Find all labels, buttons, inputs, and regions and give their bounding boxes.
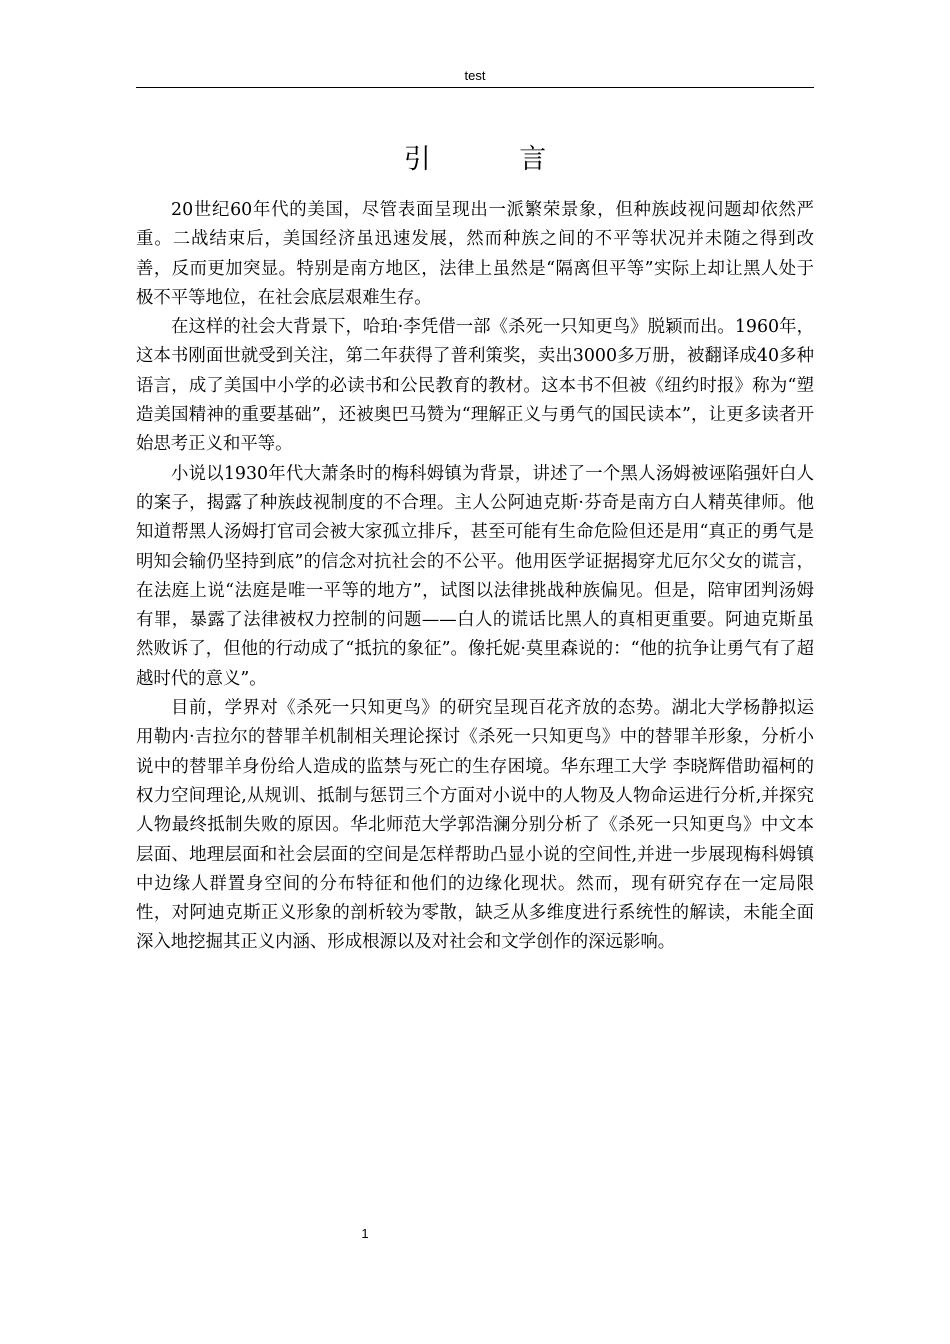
paragraph-1: 20世纪60年代的美国，尽管表面呈现出一派繁荣景象，但种族歧视问题却依然严重。二战结束后，美国经济虽迅速发展，然而种族之间的不平等状况并未随之得到改善，反而更加突显。特别是南方地区，法律上虽然是“隔离但平等”实际上却让黑人处于极不平等地位，在社会底层艰难生存。 [136,200,814,308]
document-title: 引 言 [403,144,587,175]
page-header: test [464,68,486,83]
paragraph-3: 小说以1930年代大萧条时的梅科姆镇为背景，讲述了一个黑人汤姆被诬陷强奸白人的案子，揭露了种族歧视制度的不合理。主人公阿迪克斯·芬奇是南方白人精英律师。他知道帮黑人汤姆打官司会被大家孤立排斥，甚至可能有生命危险但还是用“真正的勇气是明知会输仍坚持到底”的信念对抗社会的不公平。他用医学证据揭穿尤厄尔父女的谎言，在法庭上说“法庭是唯一平等的地方”，试图以法律挑战种族偏见。但是，陪审团判汤姆有罪，暴露了法律被权力控制的问题——白人的谎话比黑人的真相更重要。阿迪克斯虽然败诉了，但他的行动成了“抵抗的象征”。像托妮·莫里森说的：“他的抗争让勇气有了超越时代的意义”。 [136,463,814,689]
paragraph-2: 在这样的社会大背景下，哈珀·李凭借一部《杀死一只知更鸟》脱颖而出。1960年，这本书刚面世就受到关注，第二年获得了普利策奖，卖出3000多万册，被翻译成40多种语言，成了美国中小学的必读书和公民教育的教材。这本书不但被《纽约时报》称为“塑造美国精神的重要基础”，还被奥巴马赞为“理解正义与勇气的国民读本”，让更多读者开始思考正义和平等。 [136,317,814,455]
page-number: 1 [361,1226,369,1241]
body-text [136,196,814,958]
paragraph-4: 目前，学界对《杀死一只知更鸟》的研究呈现百花齐放的态势。湖北大学杨静拟运用勒内·吉拉尔的替罪羊机制相关理论探讨《杀死一只知更鸟》中的替罪羊形象，分析小说中的替罪羊身份给人造成的监禁与死亡的生存困境。华东理工大学 李晓辉借助福柯的权力空间理论,从规训、抵制与惩罚三个方面对小说中的人物及人物命运进行分析,并探究人物最终抵制失败的原因。华北师范大学郭浩澜分别分析了《杀死一只知更鸟》中文本层面、地理层面和社会层面的空间是怎样帮助凸显小说的空间性,并进一步展现梅科姆镇中边缘人群置身空间的分布特征和他们的边缘化现状。然而，现有研究存在一定局限性，对阿迪克斯正义形象的剖析较为零散，缺乏从多维度进行系统性的解读，未能全面深入地挖掘其正义内涵、形成根源以及对社会和文学创作的深远影响。 [136,698,814,953]
header-rule [136,87,814,88]
